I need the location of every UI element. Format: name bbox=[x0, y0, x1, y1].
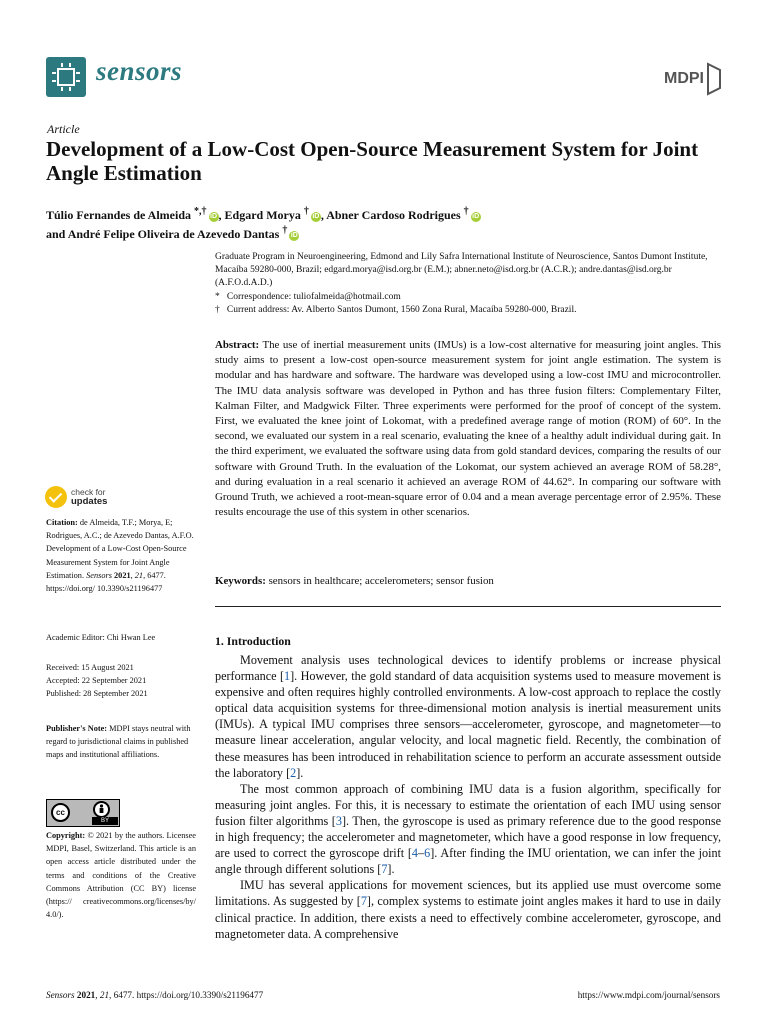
current-address-mark: † bbox=[215, 304, 220, 315]
body-paragraph bbox=[215, 652, 721, 781]
body-paragraph bbox=[215, 877, 721, 941]
copyright-block bbox=[46, 829, 196, 921]
abstract-label: Abstract: bbox=[215, 339, 260, 351]
affiliation-text: Graduate Program in Neuroengineering, Edmond and Lily Safra International Institute of Neuroscience, Santos Dumont Institute, Macaíba 59280-000, Brazil; edgard.morya@isd.org.br (E.M.); abner.neto@isd.org.br (A.C.R.); andre.dantas@isd.org.br (A.F.O.d.A.D.) bbox=[215, 252, 708, 289]
current-address-text: Current address: Av. Alberto Santos Dumont, 1560 Zona Rural, Macaíba 59280-000, Brazil. bbox=[226, 304, 577, 315]
cc-icon: cc bbox=[51, 803, 70, 822]
citation-journal: Sensors bbox=[86, 570, 112, 580]
check-updates-line2: updates bbox=[71, 496, 108, 507]
cc-by-label: BY bbox=[92, 817, 118, 825]
attribution-icon bbox=[93, 801, 110, 818]
footer-doi[interactable]: , 6477. https://doi.org/10.3390/s21196477 bbox=[109, 990, 264, 1000]
mdpi-logo-text: MDPI bbox=[664, 70, 704, 87]
body-text-run: ]. bbox=[296, 765, 304, 780]
citation-label: Citation: bbox=[46, 518, 78, 527]
reference-link[interactable]: 6 bbox=[424, 846, 431, 861]
body-text-run: ]. bbox=[387, 862, 395, 877]
current-address-line bbox=[215, 304, 725, 317]
author-name[interactable]: Túlio Fernandes de Almeida bbox=[46, 208, 192, 222]
affiliations bbox=[215, 251, 725, 317]
footer-year: 2021 bbox=[76, 990, 96, 1000]
article-type: Article bbox=[47, 122, 80, 136]
abstract bbox=[215, 338, 721, 520]
reference-link[interactable]: 2 bbox=[290, 765, 297, 780]
orcid-icon[interactable]: iD bbox=[290, 232, 298, 239]
correspondence-mark: * bbox=[215, 291, 220, 302]
body-text bbox=[215, 652, 721, 942]
copyright-label: Copyright: bbox=[46, 831, 86, 840]
check-updates-line1: check for bbox=[71, 487, 106, 497]
author-name[interactable]: Edgard Morya bbox=[224, 208, 301, 222]
body-text-run: ]. Then, the gyroscope is used as primary reference due to the good response in high frequency; the accelerometer and magnetometer, which have a good response in low frequency, are used to correct the gyroscope drift [ bbox=[215, 813, 721, 861]
footer-journal: Sensors bbox=[46, 990, 75, 1000]
academic-editor: Academic Editor: Chi Hwan Lee bbox=[46, 633, 156, 642]
check-for-updates-button[interactable] bbox=[45, 486, 135, 512]
received-date: Received: 15 August 2021 bbox=[46, 663, 134, 672]
check-icon bbox=[45, 486, 67, 508]
body-text-run: ]. However, the gold standard of data acquisition systems used to measure movement is expensive and often requires highly controlled environments. A low-cost approach to replace the costly optical data acquisition systems for three-dimensional motion analysis is inertial measurement units (IMUs). A typical IMU comprises three sensors—accelerometer, gyroscope, and magnetometer—to measure linear acceleration, angular velocity, and local magnetic field. Recently, the combination of these measures has been introduced in rehabilitation science to perform an accurate assessment outside the laboratory [ bbox=[215, 669, 721, 780]
body-text-run: The most common approach of combining IMU data is a fusion algorithm, specifically for measuring joint angles. For this, it is necessary to estimate the orientation of each IMU using sensor fusion filter algorithms [ bbox=[215, 781, 721, 828]
orcid-icon[interactable]: iD bbox=[312, 213, 320, 220]
reference-link[interactable]: 7 bbox=[381, 862, 388, 877]
keywords bbox=[215, 575, 721, 587]
author-name[interactable]: Abner Cardoso Rodrigues bbox=[326, 208, 461, 222]
section-heading: 1. Introduction bbox=[215, 634, 291, 648]
article-title: Development of a Low-Cost Open-Source Measurement System for Joint Angle Estimation bbox=[46, 137, 699, 185]
abstract-divider bbox=[215, 606, 721, 607]
reference-link[interactable]: 4 bbox=[411, 846, 418, 861]
correspondence-text[interactable]: Correspondence: tuliofalmeida@hotmail.com bbox=[226, 291, 401, 302]
author-mark: † bbox=[463, 206, 469, 217]
body-text-run: IMU has several applications for movement sciences, but its applied use must overcome some limitations. As suggested by [ bbox=[215, 878, 721, 909]
citation-doi[interactable]: , 6477. https://doi.org/ 10.3390/s21196477 bbox=[46, 570, 166, 594]
accepted-date: Accepted: 22 September 2021 bbox=[46, 676, 147, 686]
footer-citation: Sensors 2021, 21, 6477. https://doi.org/10.3390/s21196477 bbox=[46, 990, 264, 1000]
orcid-icon[interactable]: iD bbox=[472, 213, 480, 220]
author-mark: † bbox=[282, 225, 288, 236]
publisher-note-label: Publisher's Note: bbox=[46, 724, 108, 733]
cc-by-license-badge[interactable] bbox=[46, 799, 120, 827]
publication-dates bbox=[46, 661, 196, 701]
footer-journal-url[interactable]: https://www.mdpi.com/journal/sensors bbox=[577, 990, 720, 1000]
body-paragraph bbox=[215, 781, 721, 878]
publisher-note-text: MDPI stays neutral with regard to jurisdictional claims in published maps and institutional affiliations. bbox=[46, 724, 191, 760]
chip-icon bbox=[57, 68, 75, 86]
correspondence-line bbox=[215, 291, 725, 304]
author-list: Túlio Fernandes de Almeida *,† iD , Edgard Morya † iD , Abner Cardoso Rodrigues † iD and André Felipe Oliveira de Azevedo Dantas † iD bbox=[46, 206, 480, 241]
orcid-icon[interactable]: iD bbox=[210, 213, 218, 220]
author-mark: *,† bbox=[194, 206, 207, 217]
citation-year: 2021 bbox=[114, 570, 131, 580]
citation-text: de Almeida, T.F.; Morya, E; Rodrigues, A.C.; de Azevedo Dantas, A.F.O. Development of a Low-Cost Open-Source Measurement System for Joint Angle Estimation. bbox=[46, 518, 194, 580]
publisher-note bbox=[46, 722, 196, 762]
author-name[interactable]: André Felipe Oliveira de Azevedo Dantas bbox=[67, 227, 280, 241]
body-text-run: – bbox=[418, 846, 425, 861]
reference-link[interactable]: 7 bbox=[360, 894, 367, 909]
journal-logo bbox=[46, 57, 86, 97]
journal-name[interactable]: sensors bbox=[96, 56, 183, 86]
footer-volume: 21 bbox=[99, 990, 110, 1000]
reference-link[interactable]: 3 bbox=[335, 813, 342, 828]
published-date: Published: 28 September 2021 bbox=[46, 689, 148, 699]
citation-block: Citation: de Almeida, T.F.; Morya, E; Rodrigues, A.C.; de Azevedo Dantas, A.F.O. Development of a Low-Cost Open-Source Measurement System for Joint Angle Estimation. Sensors 2021, 21, 6477. https://doi.org/ 10.3390/s21196477 bbox=[46, 518, 194, 594]
mdpi-logo[interactable] bbox=[664, 62, 722, 98]
body-text-run: ]. After finding the IMU orientation, we can infer the joint angle through different solutions [ bbox=[215, 846, 721, 877]
reference-link[interactable]: 1 bbox=[284, 669, 291, 684]
author-mark: † bbox=[303, 206, 309, 217]
keywords-text: sensors in healthcare; accelerometers; sensor fusion bbox=[268, 575, 494, 587]
abstract-text: The use of inertial measurement units (IMUs) is a low-cost alternative for measuring joint angles. This study aims to present a low-cost open-source measurement system for joint angle estimation. The system is modular and has hardware and software. The hardware was developed using a low-cost IMU and microcontroller. The IMU data analysis software was developed in Python and has three fusion filters: Complementary Filter, Kalman Filter, and Madgwick Filter. Three experiments were performed for the proof of concept of the system. First, we evaluated the knee joint of Lokomat, with a predefined average range of motion (ROM) of 60°. In the second, we evaluated our system in a real scenario, evaluating the knee of a healthy adult individual during gait. In the third experiment, we evaluated the software using data from gold standard devices, comparing the results of our software with Ground Truth. In the evaluation of the Lokomat, our system achieved an average ROM of 58.28°, and during evaluation in a real scenario it achieved an average ROM of 44.62°. In comparing our software with Ground Truth, we achieved a root-mean-square error of 0.04 and a mean average percentage error of 2.95%. These results encourage the use of this system in other scenarios. bbox=[215, 339, 721, 519]
copyright-text: © 2021 by the authors. Licensee MDPI, Basel, Switzerland. This article is an open access article distributed under the terms and conditions of the Creative Commons Attribution (CC BY) license (https:// creativecommons.org/licenses/by/ 4.0/). bbox=[46, 831, 196, 920]
body-text-run: ], complex systems to estimate joint angles makes it hard to use in daily clinical practice. In addition, there exists a need to effectively combine accelerometer, gyroscope, and magnetometer data. A comprehensive bbox=[215, 894, 721, 941]
citation-volume: 21 bbox=[134, 570, 144, 580]
keywords-label: Keywords: bbox=[215, 575, 266, 587]
body-text-run: Movement analysis uses technological devices to identify problems or increase physical performance [ bbox=[215, 653, 721, 684]
